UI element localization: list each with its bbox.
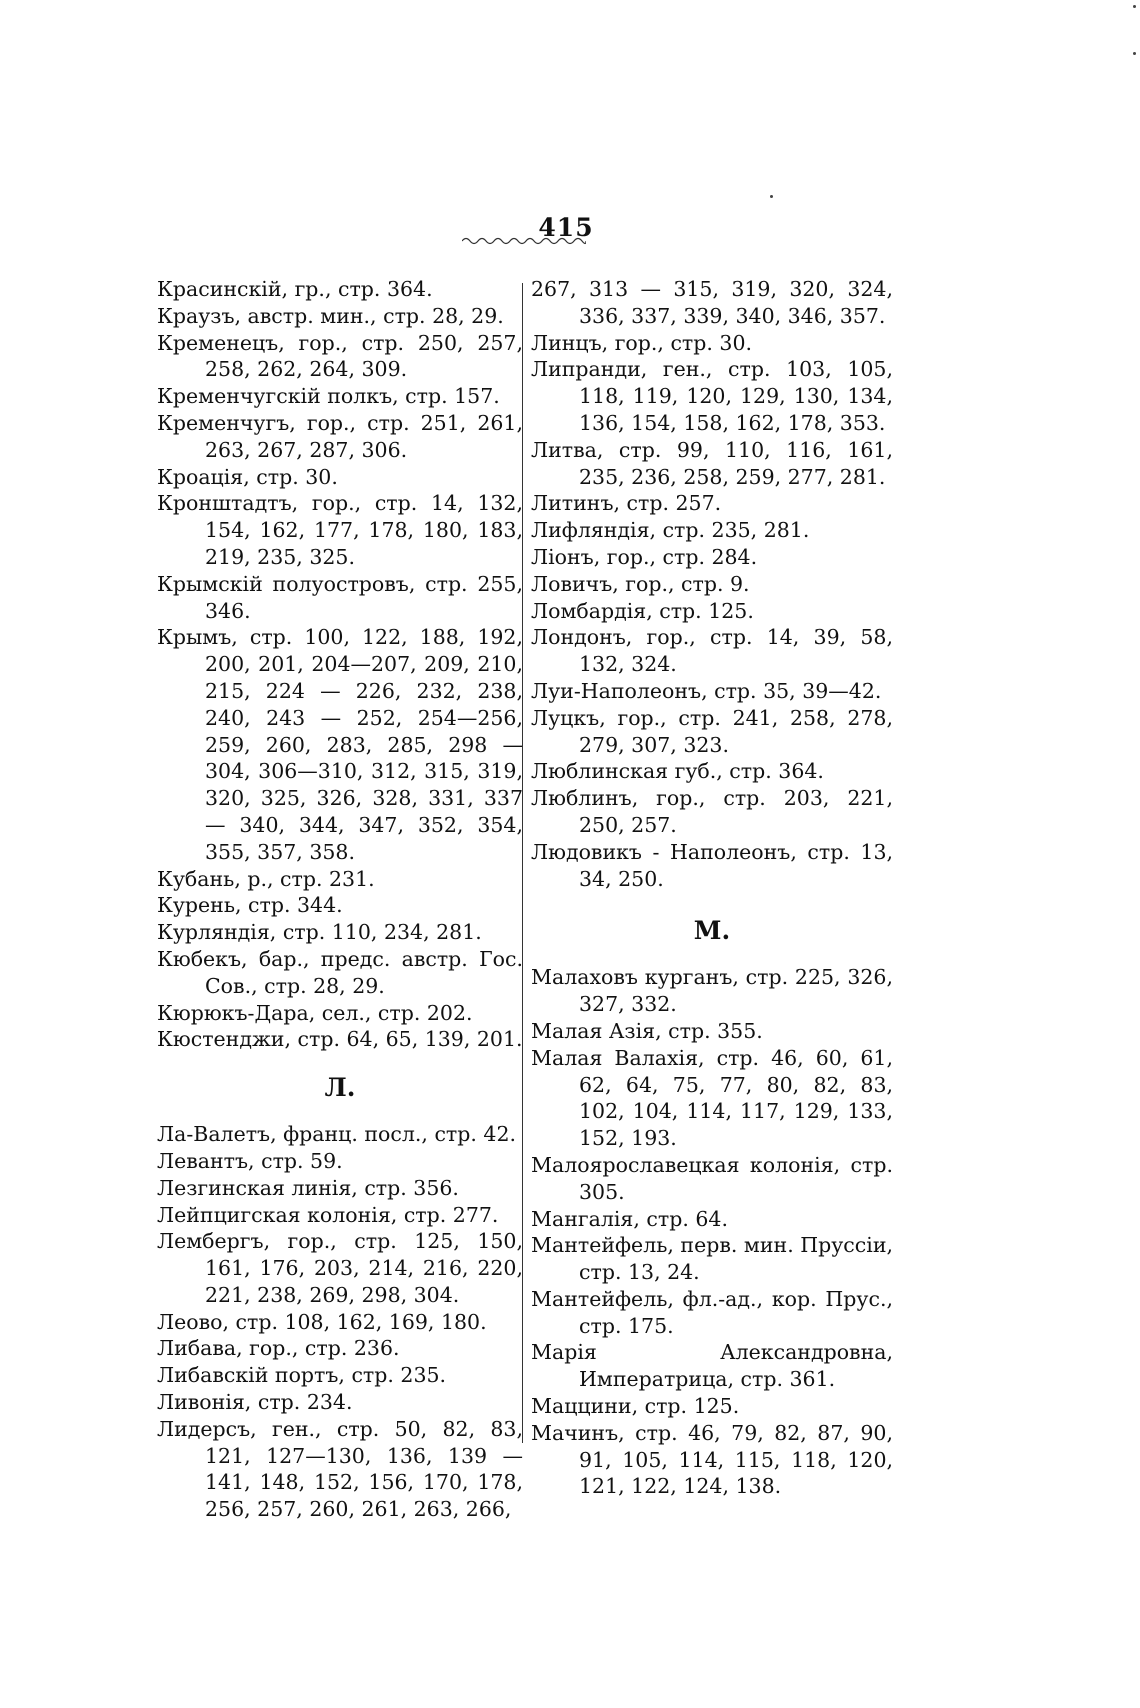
print-speck	[1133, 5, 1136, 8]
index-entry: Курляндія, стр. 110, 234, 281.	[157, 920, 482, 945]
right-column	[531, 276, 893, 1500]
index-entry: Лембергъ, гор., стр. 125, 150, 161, 176, 203, 214, 216, 220, 221, 238, 269, 298, 304.	[157, 1229, 523, 1307]
index-entry: Либава, гор., стр. 236.	[157, 1336, 400, 1361]
index-entry: Луцкъ, гор., стр. 241, 258, 278, 279, 307, 323.	[531, 705, 893, 757]
index-entry: Кубань, р., стр. 231.	[157, 866, 375, 891]
index-entry: Маццини, стр. 125.	[531, 1394, 740, 1419]
index-entry: Крымскій полуостровъ, стр. 255, 346.	[157, 571, 523, 623]
index-entry: Лезгинская линія, стр. 356.	[157, 1175, 459, 1200]
index-entry: Кременецъ, гор., стр. 250, 257, 258, 262, 264, 309.	[157, 330, 523, 382]
index-entry: Леово, стр. 108, 162, 169, 180.	[157, 1309, 487, 1334]
index-entry: Ла-Валетъ, франц. посл., стр. 42.	[157, 1122, 517, 1147]
index-entry: Мангалія, стр. 64.	[531, 1206, 728, 1231]
index-entry: Малаховъ курганъ, стр. 225, 326, 327, 332.	[531, 965, 893, 1017]
index-entry: Малая Азія, стр. 355.	[531, 1018, 763, 1043]
index-entry: Ливонія, стр. 234.	[157, 1390, 353, 1415]
index-entry: Мантейфель, перв. мин. Пруссіи, стр. 13, 24.	[531, 1233, 893, 1285]
index-entry: Люблинская губ., стр. 364.	[531, 759, 824, 784]
index-entry: Лифляндія, стр. 235, 281.	[531, 518, 810, 543]
index-entry: Мачинъ, стр. 46, 79, 82, 87, 90, 91, 105, 114, 115, 118, 120, 121, 122, 124, 138.	[531, 1420, 893, 1499]
index-entry: Красинскій, гр., стр. 364.	[157, 277, 433, 301]
index-entry: Малая Валахія, стр. 46, 60, 61, 62, 64, 75, 77, 80, 82, 83, 102, 104, 114, 117, 129, 133, 152, 193.	[531, 1045, 893, 1151]
index-entry: Мантейфель, фл.-ад., кор. Прус., стр. 175.	[531, 1286, 893, 1338]
index-entry: Крымъ, стр. 100, 122, 188, 192, 200, 201, 204—207, 209, 210, 215, 224 — 226, 232, 238, 240, 243 — 252, 254—256, 259, 260, 283, 285, 298 — 304, 306—310, 312, 315, 319, 320, 325, 326, 328, 331, 337 — 340, 344, 347, 352, 354, 355, 357, 358.	[157, 625, 523, 864]
index-entry: Кронштадтъ, гор., стр. 14, 132, 154, 162, 177, 178, 180, 183, 219, 235, 325.	[157, 491, 523, 569]
index-entry: Лондонъ, гор., стр. 14, 39, 58, 132, 324.	[531, 625, 893, 677]
print-speck	[1133, 52, 1136, 55]
index-entry: Литинъ, стр. 257.	[531, 491, 722, 516]
index-entry: Кроація, стр. 30.	[157, 464, 338, 489]
section-letter-heading: М.	[693, 916, 731, 946]
page-number-text: 415	[538, 213, 594, 242]
index-entry: Кюстенджи, стр. 64, 65, 139, 201.	[157, 1027, 523, 1052]
index-entry: Малоярославецкая колонія, стр. 305.	[531, 1152, 893, 1204]
index-entry: Литва, стр. 99, 110, 116, 161, 235, 236, 258, 259, 277, 281.	[531, 437, 893, 489]
index-entry: Кюбекъ, бар., предс. австр. Гос. Сов., стр. 28, 29.	[157, 946, 523, 998]
index-entry: Ліонъ, гор., стр. 284.	[531, 544, 758, 569]
index-entry: Люблинъ, гор., стр. 203, 221, 250, 257.	[531, 786, 893, 837]
index-entry: 267, 313 — 315, 319, 320, 324, 336, 337, 339, 340, 346, 357.	[531, 277, 893, 328]
index-entry: Ломбардія, стр. 125.	[531, 598, 754, 623]
index-entry: Людовикъ - Наполеонъ, стр. 13, 34, 250.	[531, 839, 893, 891]
decorative-wavy-rule	[462, 236, 586, 246]
index-entry: Ловичъ, гор., стр. 9.	[531, 571, 750, 596]
index-entry: Либавскій портъ, стр. 235.	[157, 1363, 447, 1388]
index-entry: Курень, стр. 344.	[157, 893, 343, 918]
index-entry: Линцъ, гор., стр. 30.	[531, 330, 753, 355]
index-entry: Левантъ, стр. 59.	[157, 1148, 343, 1173]
index-entry: Краузъ, австр. мин., стр. 28, 29.	[157, 303, 504, 328]
index-entry: Кременчугскій полкъ, стр. 157.	[157, 384, 500, 409]
index-entry: Кременчугъ, гор., стр. 251, 261, 263, 267, 287, 306.	[157, 410, 523, 462]
index-entry: Луи-Наполеонъ, стр. 35, 39—42.	[531, 678, 882, 703]
index-entry: Кюрюкъ-Дара, сел., стр. 202.	[157, 1000, 473, 1025]
index-entry: Липранди, ген., стр. 103, 105, 118, 119, 120, 129, 130, 134, 136, 154, 158, 162, 178, 353.	[531, 357, 893, 435]
index-entry: Лидерсъ, ген., стр. 50, 82, 83, 121, 127—130, 136, 139 — 141, 148, 152, 156, 170, 178, 256, 257, 260, 261, 263, 266,	[157, 1416, 523, 1522]
print-speck	[770, 195, 773, 198]
left-column	[157, 276, 523, 1523]
index-entry: Марія Александровна, Императрица, стр. 361.	[531, 1340, 893, 1392]
index-entry: Лейпцигская колонія, стр. 277.	[157, 1202, 499, 1227]
section-letter-heading: Л.	[324, 1073, 356, 1103]
